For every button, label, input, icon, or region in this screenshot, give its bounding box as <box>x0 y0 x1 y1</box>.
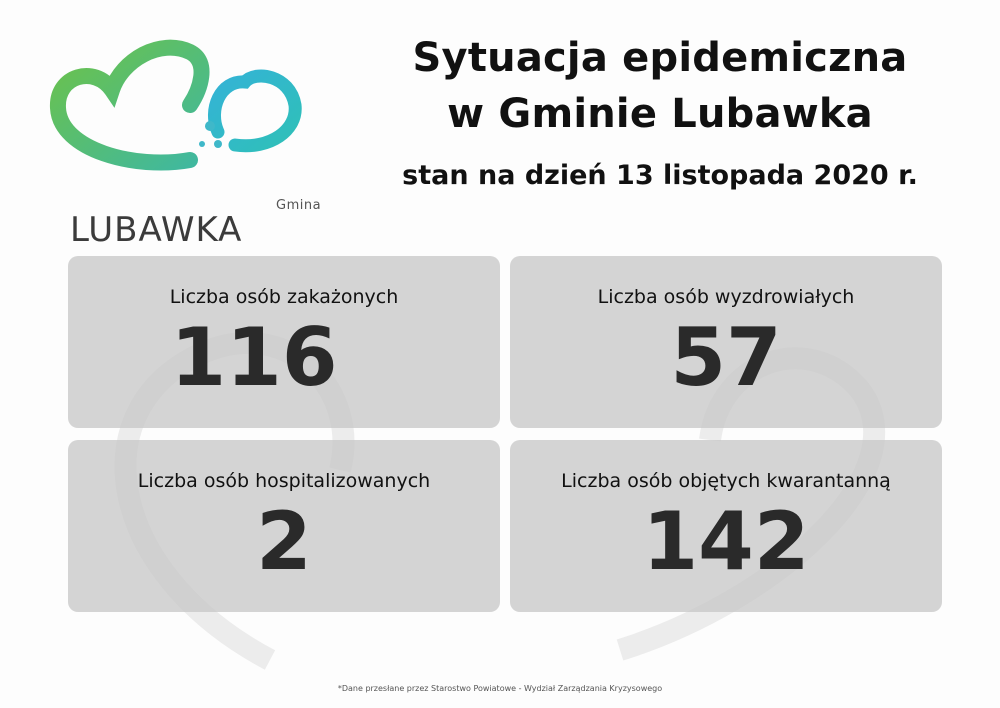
lubawka-logo <box>40 20 322 250</box>
source-footnote: *Dane przesłane przez Starostwo Powiatowe - Wydział Zarządzania Kryzysowego <box>337 684 663 693</box>
quarantine-value: 142 <box>642 495 810 588</box>
header <box>340 30 980 191</box>
butterfly-hearts-icon <box>40 20 320 200</box>
quarantine-label: Liczba osób objętych kwarantanną <box>561 470 891 492</box>
recovered-value: 57 <box>670 311 782 404</box>
recovered-card <box>510 256 942 428</box>
hospitalized-card <box>68 440 500 612</box>
logo-gmina-text: Gmina <box>276 198 322 213</box>
page-subtitle-date: stan na dzień 13 listopada 2020 r. <box>402 160 918 191</box>
logo-name-text: LUBAWKA <box>70 210 243 250</box>
page-title-line1: Sytuacja epidemiczna <box>412 35 908 81</box>
recovered-label: Liczba osób wyzdrowiałych <box>597 286 855 308</box>
hospitalized-label: Liczba osób hospitalizowanych <box>137 470 431 492</box>
page-title-line2: w Gminie Lubawka <box>447 91 873 137</box>
infected-label: Liczba osób zakażonych <box>169 286 399 308</box>
infected-card <box>68 256 500 428</box>
infected-value: 116 <box>170 311 338 404</box>
quarantine-card <box>510 440 942 612</box>
hospitalized-value: 2 <box>256 495 312 588</box>
